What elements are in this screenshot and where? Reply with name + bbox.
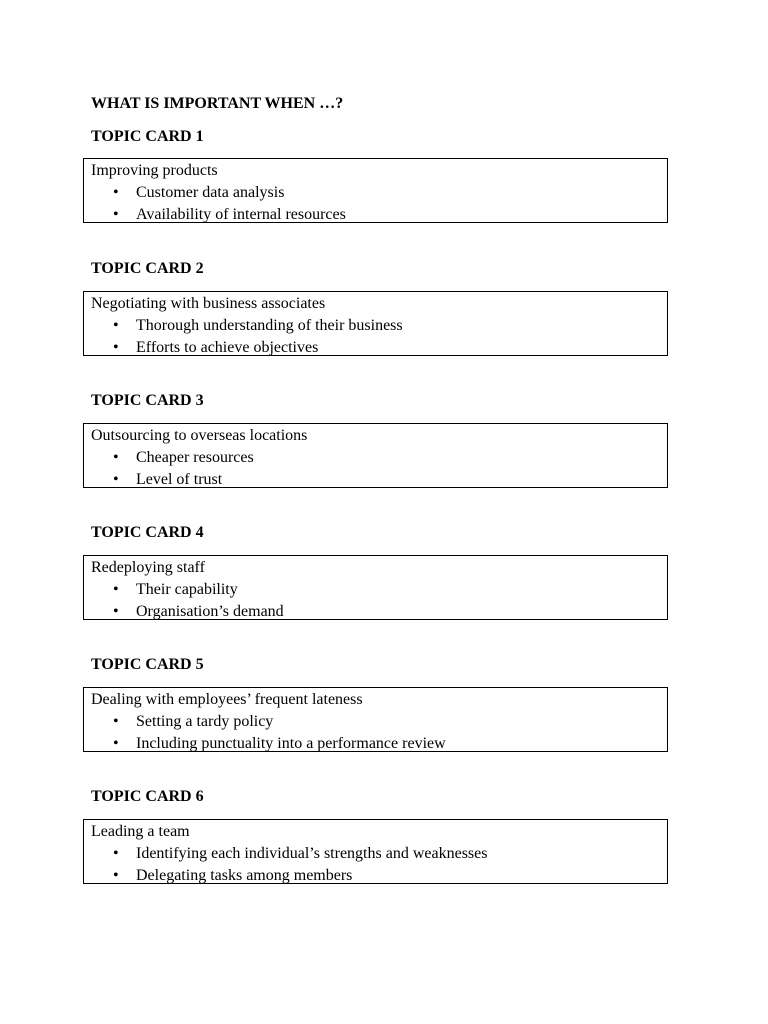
point-text: Thorough understanding of their business (136, 317, 403, 334)
document-title: WHAT IS IMPORTANT WHEN …? (91, 95, 344, 112)
topic-card-topic: Dealing with employees’ frequent lateness (91, 691, 363, 708)
list-item (91, 579, 667, 601)
bullet-icon: • (113, 603, 119, 620)
point-text: Their capability (136, 581, 238, 598)
list-item (91, 315, 667, 337)
bullet-icon: • (113, 845, 119, 862)
topic-card-topic: Improving products (91, 162, 218, 179)
topic-card-box (83, 819, 668, 884)
bullet-icon: • (113, 471, 119, 488)
bullet-icon: • (113, 867, 119, 884)
topic-card-box (83, 291, 668, 356)
topic-card-points (91, 711, 667, 755)
topic-card-topic: Redeploying staff (91, 559, 205, 576)
point-text: Cheaper resources (136, 449, 254, 466)
topic-card-box (83, 555, 668, 620)
list-item (91, 711, 667, 733)
point-text: Availability of internal resources (136, 206, 346, 223)
topic-card-box (83, 158, 668, 223)
list-item (91, 182, 667, 204)
topic-card-heading: TOPIC CARD 5 (91, 656, 204, 673)
topic-card-points (91, 843, 667, 887)
list-item (91, 469, 667, 491)
list-item (91, 447, 667, 469)
bullet-icon: • (113, 713, 119, 730)
topic-card-topic: Leading a team (91, 823, 190, 840)
point-text: Organisation’s demand (136, 603, 284, 620)
topic-card-topic: Negotiating with business associates (91, 295, 326, 312)
bullet-icon: • (113, 317, 119, 334)
list-item (91, 865, 667, 887)
topic-card-points (91, 182, 667, 226)
point-text: Delegating tasks among members (136, 867, 353, 884)
list-item (91, 733, 667, 755)
topic-card-box (83, 423, 668, 488)
list-item (91, 843, 667, 865)
topic-card-heading: TOPIC CARD 1 (91, 128, 204, 145)
topic-card-heading: TOPIC CARD 2 (91, 260, 204, 277)
topic-card-box (83, 687, 668, 752)
bullet-icon: • (113, 206, 119, 223)
point-text: Level of trust (136, 471, 223, 488)
topic-card-points (91, 447, 667, 491)
topic-card-heading: TOPIC CARD 3 (91, 392, 204, 409)
bullet-icon: • (113, 449, 119, 466)
bullet-icon: • (113, 339, 119, 356)
list-item (91, 337, 667, 359)
point-text: Customer data analysis (136, 184, 285, 201)
point-text: Including punctuality into a performance review (136, 735, 446, 752)
topic-card-heading: TOPIC CARD 4 (91, 524, 204, 541)
topic-card-points (91, 579, 667, 623)
point-text: Setting a tardy policy (136, 713, 274, 730)
topic-card-points (91, 315, 667, 359)
list-item (91, 601, 667, 623)
point-text: Efforts to achieve objectives (136, 339, 319, 356)
bullet-icon: • (113, 184, 119, 201)
topic-card-heading: TOPIC CARD 6 (91, 788, 204, 805)
point-text: Identifying each individual’s strengths and weaknesses (136, 845, 488, 862)
topic-card-topic: Outsourcing to overseas locations (91, 427, 308, 444)
list-item (91, 204, 667, 226)
bullet-icon: • (113, 735, 119, 752)
bullet-icon: • (113, 581, 119, 598)
